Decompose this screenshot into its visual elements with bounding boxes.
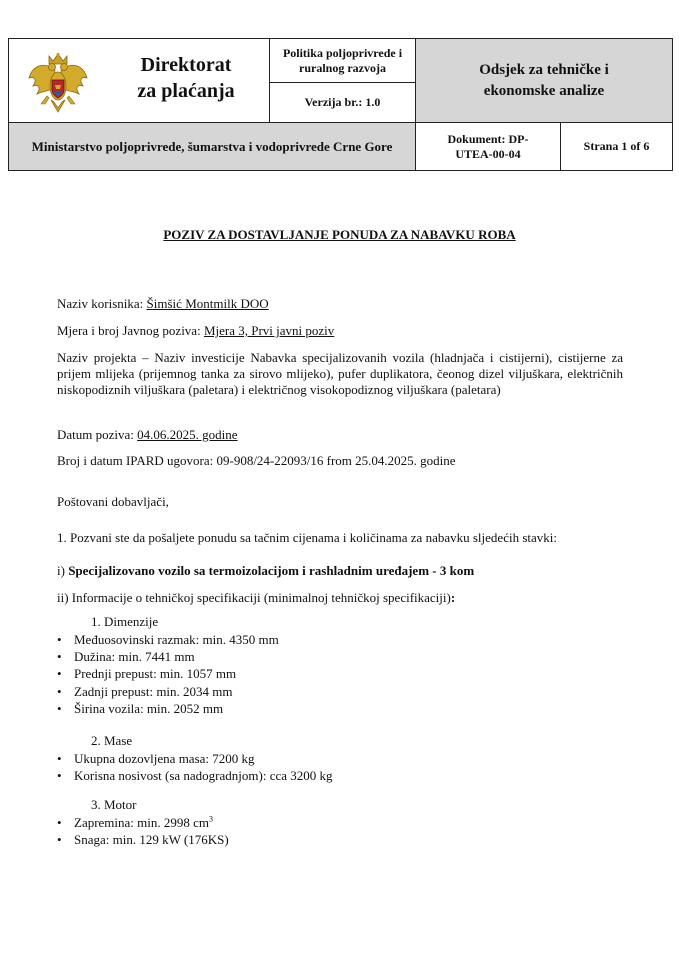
engine-list xyxy=(57,814,229,848)
spec-intro-text: ii) Informacije o tehničkoj specifikaciji (minimalnoj tehničkoj specifikaciji) xyxy=(57,590,451,605)
department-cell: Odsjek za tehničke i ekonomske analize xyxy=(416,39,673,123)
directorate-cell xyxy=(9,39,270,123)
project-paragraph: Naziv projekta – Naziv investicije Nabavka specijalizovanih vozila (hladnjača i cistijerni), cistijerne za prijem mlijeka (prijemnog tanka za sirovo mlijeko), pufer duplikatora, čeonog dizel viljuškara, električnih niskopodiznih viljuškara (paletara) i električnog visokopodiznog viljuškara (paletara) xyxy=(57,350,623,397)
version-cell: Verzija br.: 1.0 xyxy=(270,83,416,123)
policy-cell: Politika poljoprivrede i ruralnog razvoja xyxy=(270,39,416,83)
spec-intro-colon: : xyxy=(450,590,456,605)
list-item: • Snaga: min. 129 kW (176KS) xyxy=(57,831,229,848)
section-heading-dimenzije: 1. Dimenzije xyxy=(91,614,159,629)
list-item: • Prednji prepust: min. 1057 mm xyxy=(57,665,279,682)
section-heading-mase: 2. Mase xyxy=(91,733,133,748)
list-item: • Međuosovinski razmak: min. 4350 mm xyxy=(57,631,279,648)
date-label: Datum poziva: xyxy=(57,427,138,442)
page-number-cell: Strana 1 of 6 xyxy=(561,123,673,171)
measure-line xyxy=(57,323,623,339)
mass-list xyxy=(57,750,333,784)
document-header-table xyxy=(8,38,673,171)
section-heading-motor: 3. Motor xyxy=(91,797,137,812)
beneficiary-value: Šimšić Montmilk DOO xyxy=(146,296,269,311)
contract-line: Broj i datum IPARD ugovora: 09-908/24-22093/16 from 25.04.2025. godine xyxy=(57,453,456,468)
date-value: 04.06.2025. godine xyxy=(137,427,238,442)
beneficiary-line xyxy=(57,296,623,312)
intro-paragraph: 1. Pozvani ste da pošaljete ponudu sa tačnim cijenama i količinama za nabavku sljedećih stavki: xyxy=(57,530,557,545)
item-prefix: i) xyxy=(57,563,69,578)
beneficiary-label: Naziv korisnika: xyxy=(57,296,147,311)
list-item: • Ukupna dozovljena masa: 7200 kg xyxy=(57,750,333,767)
ministry-cell: Ministarstvo poljoprivrede, šumarstva i vodoprivrede Crne Gore xyxy=(9,123,416,171)
list-item xyxy=(57,814,229,831)
item-name: Specijalizovano vozilo sa termoizolacijom i rashladnim uređajem - 3 kom xyxy=(68,563,475,578)
spec-intro xyxy=(57,590,623,606)
document-title: POZIV ZA DOSTAVLJANJE PONUDA ZA NABAVKU ROBA xyxy=(163,227,516,242)
engine-volume-text: Zapremina: min. 2998 cm xyxy=(74,815,210,830)
montenegro-coat-of-arms-icon xyxy=(27,52,89,118)
salutation: Poštovani dobavljači, xyxy=(57,494,169,509)
document-number-cell: Dokument: DP-UTEA-00-04 xyxy=(416,123,561,171)
item-line xyxy=(57,563,623,579)
superscript-cubed: 3 xyxy=(209,814,214,824)
dimensions-list xyxy=(57,631,279,717)
directorate-line1: Direktorat xyxy=(140,54,232,76)
measure-label: Mjera i broj Javnog poziva: xyxy=(57,323,204,338)
date-line xyxy=(57,427,623,443)
list-item: • Zadnji prepust: min. 2034 mm xyxy=(57,683,279,700)
list-item: • Dužina: min. 7441 mm xyxy=(57,648,279,665)
list-item: • Širina vozila: min. 2052 mm xyxy=(57,700,279,717)
list-item: • Korisna nosivost (sa nadogradnjom): cca 3200 kg xyxy=(57,767,333,784)
measure-value: Mjera 3, Prvi javni poziv xyxy=(203,323,335,338)
directorate-line2: za plaćanja xyxy=(137,80,235,102)
